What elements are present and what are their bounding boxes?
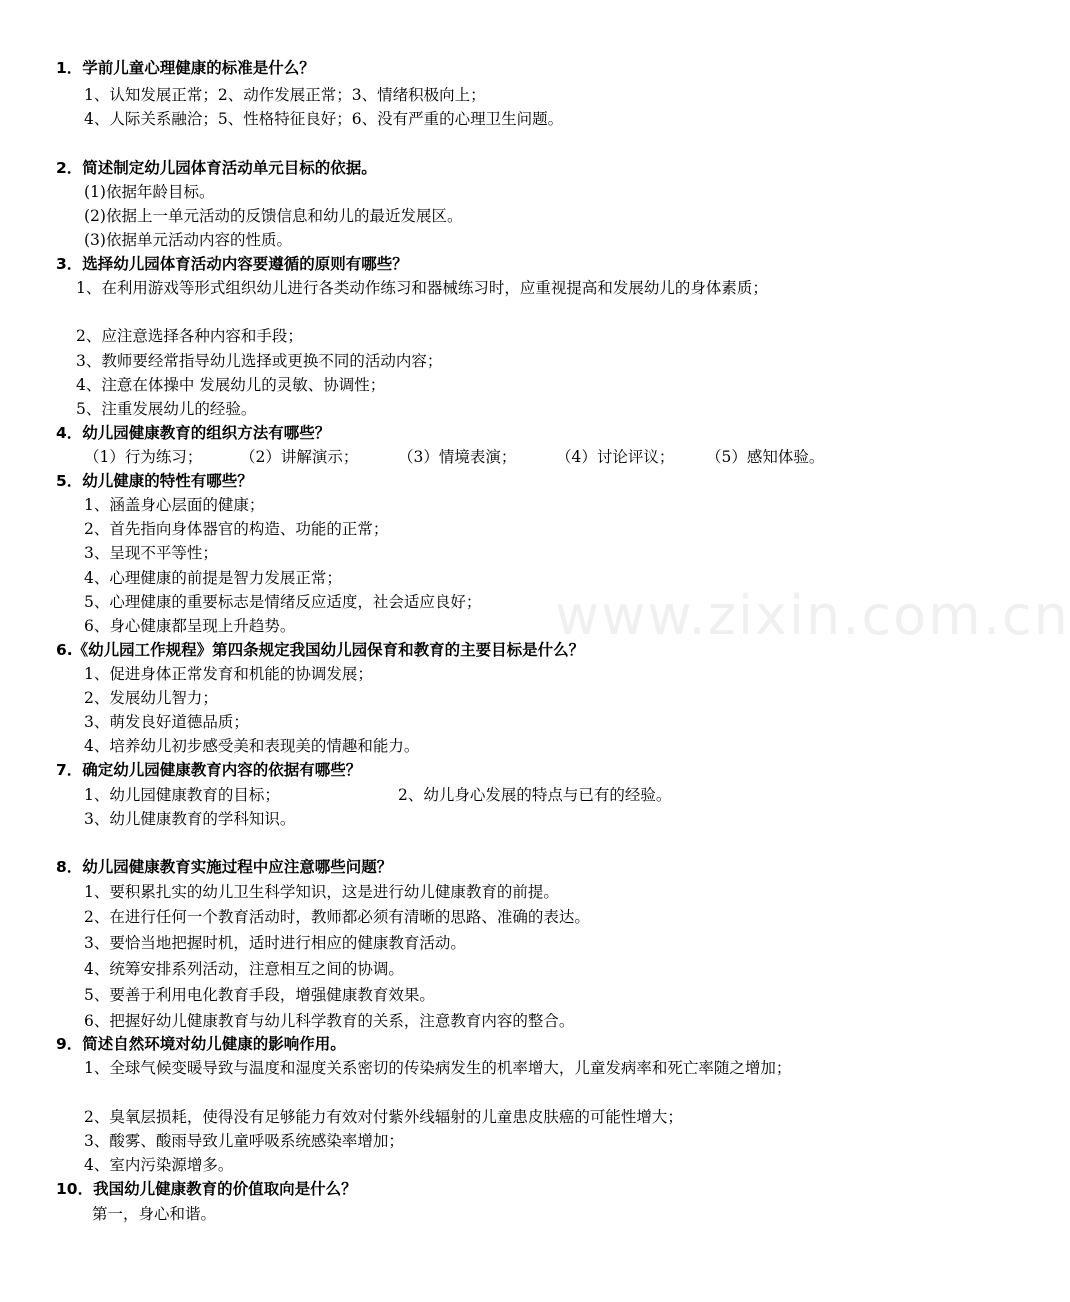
answer-line: 2、首先指向身体器官的构造、功能的正常； xyxy=(84,520,389,538)
answer-line: 3、萌发良好道德品质； xyxy=(84,713,249,731)
answer-line: 4、注意在体操中 发展幼儿的灵敏、协调性； xyxy=(76,376,386,394)
question-4-title: 4．幼儿园健康教育的组织方法有哪些？ xyxy=(56,424,331,442)
answer-line: 3、教师要经常指导幼儿选择或更换不同的活动内容； xyxy=(76,352,443,370)
answer-line: 2、应注意选择各种内容和手段； xyxy=(76,327,303,345)
question-2-title: 2．简述制定幼儿园体育活动单元目标的依据。 xyxy=(56,159,377,177)
question-9-title: 9．简述自然环境对幼儿健康的影响作用。 xyxy=(56,1035,346,1053)
answer-line: 4、心理健康的前提是智力发展正常； xyxy=(84,569,342,587)
watermark: www.zixin.com.cn xyxy=(555,584,1070,647)
answer-line: 5、要善于利用电化教育手段，增强健康教育效果。 xyxy=(84,986,435,1004)
answer-line: 4、培养幼儿初步感受美和表现美的情趣和能力。 xyxy=(84,737,420,755)
question-3-title: 3．选择幼儿园体育活动内容要遵循的原则有哪些？ xyxy=(56,255,408,273)
method-item: （5）感知体验。 xyxy=(706,448,825,466)
answer-line: 6、把握好幼儿健康教育与幼儿科学教育的关系，注意教育内容的整合。 xyxy=(84,1012,575,1030)
answer-line: 5、注重发展幼儿的经验。 xyxy=(76,400,257,418)
question-6-title: 6.《幼儿园工作规程》第四条规定我国幼儿园保育和教育的主要目标是什么？ xyxy=(56,641,585,659)
method-item: （4）讨论评议； xyxy=(556,448,675,466)
answer-line: 1、涵盖身心层面的健康； xyxy=(84,496,265,514)
answer-line: 4、统筹安排系列活动，注意相互之间的协调。 xyxy=(84,960,404,978)
method-item: （3）情境表演； xyxy=(398,448,517,466)
answer-line xyxy=(84,1057,844,1080)
question-10-title: 10．我国幼儿健康教育的价值取向是什么？ xyxy=(56,1180,357,1198)
answer-line-text: 1、全球气候变暖导致与温度和湿度关系密切的传染病发生的机率增大，儿童发病率和死亡率随之增加； xyxy=(84,1059,792,1077)
answer-line: 1、促进身体正常发育和机能的协调发展； xyxy=(84,665,373,683)
question-7-title: 7．确定幼儿园健康教育内容的依据有哪些？ xyxy=(56,761,362,779)
answer-line: 2、臭氧层损耗，使得没有足够能力有效对付紫外线辐射的儿童患皮肤癌的可能性增大； xyxy=(84,1108,683,1126)
answer-line: 5、心理健康的重要标志是情绪反应适度，社会适应良好； xyxy=(84,593,482,611)
answer-line: 3、要恰当地把握时机，适时进行相应的健康教育活动。 xyxy=(84,934,466,952)
answer-line: 2、在进行任何一个教育活动时，教师都必须有清晰的思路、准确的表达。 xyxy=(84,908,590,926)
answer-line: (3)依据单元活动内容的性质。 xyxy=(84,231,292,249)
answer-line: (2)依据上一单元活动的反馈信息和幼儿的最近发展区。 xyxy=(84,207,463,225)
method-item: （1）行为练习； xyxy=(84,448,203,466)
answer-line: 1、要积累扎实的幼儿卫生科学知识，这是进行幼儿健康教育的前提。 xyxy=(84,883,559,901)
method-item: （2）讲解演示； xyxy=(240,448,359,466)
answer-line xyxy=(76,277,856,300)
question-5-title: 5．幼儿健康的特性有哪些？ xyxy=(56,472,253,490)
answer-line: 4、人际关系融洽；5、性格特征良好；6、没有严重的心理卫生问题。 xyxy=(84,110,564,128)
answer-line: 2、发展幼儿智力； xyxy=(84,689,218,707)
answer-line: 3、酸雾、酸雨导致儿童呼吸系统感染率增加； xyxy=(84,1132,404,1150)
answer-line: 3、幼儿健康教育的学科知识。 xyxy=(84,810,296,828)
answer-line: 1、幼儿园健康教育的目标； xyxy=(84,786,280,804)
question-1-title: 1．学前儿童心理健康的标准是什么？ xyxy=(56,59,315,77)
answer-line: 第一，身心和谐。 xyxy=(92,1205,217,1223)
question-8-title: 8．幼儿园健康教育实施过程中应注意哪些问题？ xyxy=(56,858,393,876)
answer-line: 2、幼儿身心发展的特点与已有的经验。 xyxy=(398,786,672,804)
answer-line: 6、身心健康都呈现上升趋势。 xyxy=(84,617,296,635)
answer-line: (1)依据年龄目标。 xyxy=(84,183,215,201)
answer-line: 3、呈现不平等性； xyxy=(84,544,218,562)
answer-line-text: 1、在利用游戏等形式组织幼儿进行各类动作练习和器械练习时，应重视提高和发展幼儿的身体素质； xyxy=(76,279,768,297)
answer-line: 4、室内污染源增多。 xyxy=(84,1156,234,1174)
answer-line: 1、认知发展正常；2、动作发展正常；3、情绪积极向上； xyxy=(84,86,486,104)
